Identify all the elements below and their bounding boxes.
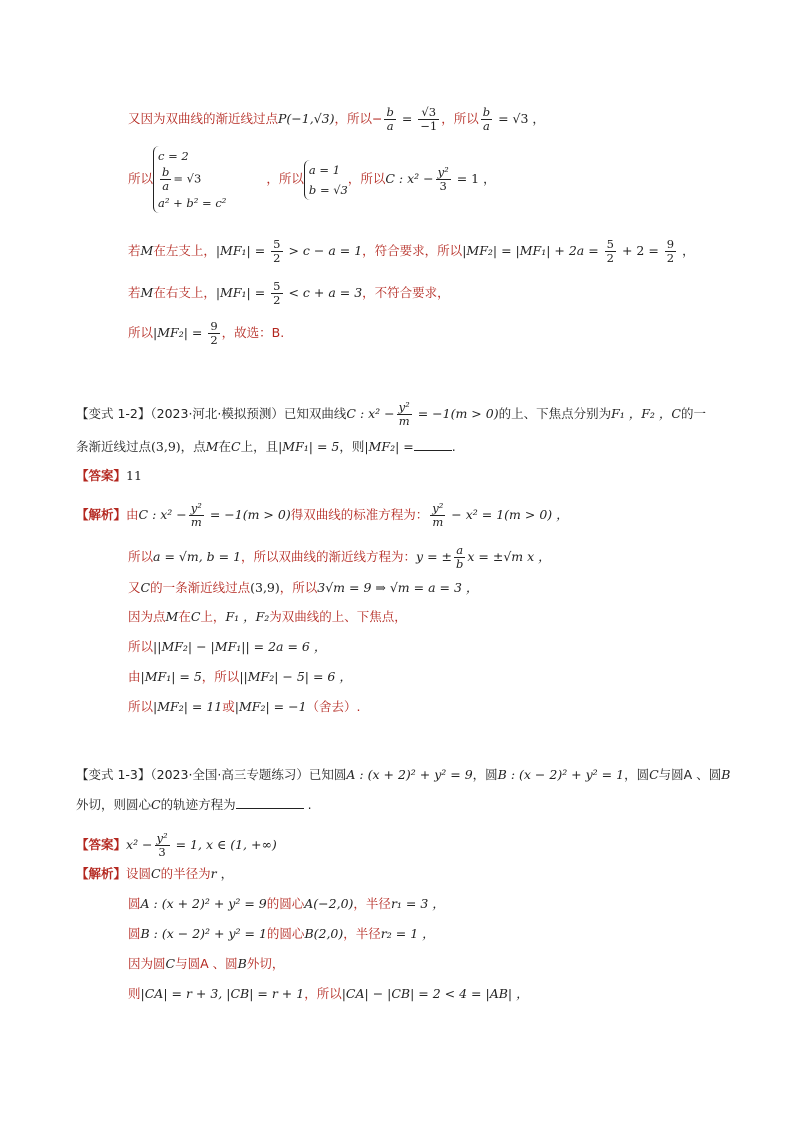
text-fragment: ，圆 xyxy=(624,767,650,782)
text-fragment: 因为点 xyxy=(128,609,166,624)
text-line xyxy=(128,544,551,571)
text-fragment: . xyxy=(303,797,312,812)
fraction xyxy=(208,320,219,347)
math: = √3 ， xyxy=(494,111,545,126)
fraction xyxy=(271,238,282,265)
text-fragment: = 1, x ∈ (1, +∞) xyxy=(171,837,277,852)
text-fragment: 上，且 xyxy=(240,439,279,454)
text-fragment: ，半径 xyxy=(343,926,381,941)
text-fragment: x² − xyxy=(126,837,153,852)
text-fragment: 在 xyxy=(218,439,231,454)
text-fragment: 9 xyxy=(210,319,218,333)
text-fragment: 的上、下焦点分别为 xyxy=(498,406,612,421)
text: ，所以 xyxy=(441,111,479,126)
text-fragment: 圆 xyxy=(128,926,141,941)
text-fragment: a² + b² = c² xyxy=(158,196,227,210)
text-fragment: 因为圆 xyxy=(128,956,166,971)
text-fragment: ， xyxy=(678,243,695,258)
text: 所以 xyxy=(128,171,154,186)
text-fragment: ，所以 xyxy=(201,669,240,684)
text-fragment: 圆 xyxy=(128,896,141,911)
text-fragment: 的一 xyxy=(681,406,707,421)
text-fragment: M xyxy=(140,285,154,300)
text: ，所以 xyxy=(347,171,386,186)
text-fragment: = −1(m > 0) xyxy=(205,507,291,522)
text-fragment: |CA| − |CB| = 2 < 4 = |AB| ， xyxy=(341,986,529,1001)
text-fragment: 所以 xyxy=(128,549,154,564)
text-line xyxy=(128,580,478,596)
text-line xyxy=(76,866,233,882)
text-fragment: 设圆 xyxy=(126,866,152,881)
text-fragment: 或 xyxy=(222,699,235,714)
text-fragment: ，符合要求，所以 xyxy=(362,243,463,258)
text-fragment: y² xyxy=(156,831,168,845)
text-fragment: |MF₁| = 5 xyxy=(278,439,340,454)
fraction xyxy=(160,166,171,193)
text-fragment: 的轨迹方程为 xyxy=(160,797,236,812)
fraction xyxy=(665,238,676,265)
text-fragment: 与圆A 、圆 xyxy=(175,956,238,971)
text-fragment: 2 xyxy=(273,293,281,307)
answer-tag: 【答案】 xyxy=(76,468,127,483)
text-fragment: m xyxy=(398,414,410,428)
text-fragment: |MF₂| = xyxy=(153,325,207,340)
text: 又因为双曲线的渐近线过点 xyxy=(128,111,279,126)
problem-statement xyxy=(76,438,456,455)
text-fragment: m xyxy=(190,515,202,529)
text-fragment: ，圆 xyxy=(472,767,498,782)
text-line xyxy=(128,699,361,715)
text-fragment: 为双曲线的上、下焦点， xyxy=(269,609,407,624)
text-fragment: a xyxy=(454,544,465,558)
text-fragment: c = 2 xyxy=(158,149,189,163)
text-fragment: 上， xyxy=(200,609,226,624)
text-fragment: ，半径 xyxy=(353,896,391,911)
text-fragment: B : (x − 2)² + y² = 1 xyxy=(497,767,625,782)
text-fragment: 5 xyxy=(273,279,281,293)
text-fragment: a xyxy=(483,119,490,133)
text-fragment: . xyxy=(451,439,456,454)
text-fragment: 3 xyxy=(158,845,166,859)
text-fragment: |MF₂| = 11 xyxy=(153,699,223,714)
text-fragment: b xyxy=(386,105,394,119)
text-fragment: 9 xyxy=(666,237,675,251)
text-fragment: ，所以 xyxy=(279,580,318,595)
text-fragment: 的圆心 xyxy=(266,926,305,941)
text-fragment: |MF₂| = |MF₁| + 2a = xyxy=(462,243,603,258)
text: ，所以− xyxy=(334,111,383,126)
text-fragment: C xyxy=(151,866,161,881)
text-fragment: C xyxy=(140,580,151,595)
text-fragment: 若 xyxy=(128,243,141,258)
text-fragment xyxy=(158,166,226,193)
text-fragment: a = √m, b = 1 xyxy=(153,549,242,564)
text-fragment: 【变式 1-2】 xyxy=(76,406,151,421)
text-line xyxy=(76,502,569,529)
text-fragment: C xyxy=(151,797,161,812)
text-fragment: b xyxy=(482,105,491,119)
text-fragment: (3,9) xyxy=(151,439,181,454)
text-line xyxy=(128,280,450,307)
text-fragment: 外切，则圆心 xyxy=(76,797,152,812)
text-fragment: m xyxy=(432,515,444,529)
text-fragment: （舍去）. xyxy=(306,699,361,714)
text-fragment: −1 xyxy=(420,119,438,133)
equation-system xyxy=(153,146,226,213)
text-fragment: y² xyxy=(398,400,410,414)
text-fragment: b xyxy=(162,165,170,179)
text-fragment: ，则 xyxy=(339,439,365,454)
text-fragment: 2 xyxy=(273,251,281,265)
text-fragment: A : (x + 2)² + y² = 9 xyxy=(140,896,267,911)
text-fragment: + 2 = xyxy=(618,243,663,258)
fraction xyxy=(155,832,170,859)
answer-line xyxy=(76,468,142,484)
fraction xyxy=(418,106,439,133)
answer-blank xyxy=(414,438,452,451)
text-fragment: x = ±√m x ， xyxy=(467,549,551,564)
problem-statement xyxy=(76,401,706,428)
text-fragment: 的一条渐近线过点 xyxy=(150,580,251,595)
text-fragment: a = 1 xyxy=(308,162,341,177)
fraction xyxy=(454,544,465,571)
text-fragment: 又 xyxy=(128,580,141,595)
text-fragment: M xyxy=(205,439,219,454)
text-fragment: ， xyxy=(216,866,234,881)
text-fragment: ，所以双曲线的渐近线方程为： xyxy=(241,549,417,564)
text-fragment: ，所以 xyxy=(304,986,342,1001)
text-fragment: 所以 xyxy=(128,699,154,714)
text-fragment: y² xyxy=(190,501,202,515)
text-fragment: M xyxy=(165,609,179,624)
text-fragment: 的半径为 xyxy=(160,866,211,881)
text-fragment: 由 xyxy=(126,507,139,522)
fraction xyxy=(430,502,445,529)
text-fragment: ，故选：B. xyxy=(221,325,285,340)
text-fragment: 在 xyxy=(178,609,191,624)
text-fragment: A : (x + 2)² + y² = 9 xyxy=(346,767,473,782)
fraction xyxy=(481,106,492,133)
text-fragment: 3√m = 9 ⇒ √m = a = 3 ， xyxy=(317,580,479,595)
answer-value: 11 xyxy=(126,468,142,483)
text-fragment: − x² = 1(m > 0) ， xyxy=(447,507,569,522)
text-fragment: ，不符合要求， xyxy=(362,285,450,300)
text-fragment: |CA| = r + 3, |CB| = r + 1 xyxy=(140,986,305,1001)
text-fragment: 在左支上， xyxy=(153,243,216,258)
text-fragment: 3 xyxy=(439,179,447,193)
text-fragment: B(2,0) xyxy=(304,926,344,941)
text-fragment: B xyxy=(721,767,731,782)
text-line xyxy=(128,146,496,212)
text-fragment: a xyxy=(162,179,170,193)
text-line xyxy=(128,896,445,912)
answer-blank xyxy=(236,796,304,809)
text-fragment: |MF₂| = xyxy=(364,439,414,454)
text-fragment: C xyxy=(165,956,176,971)
text-fragment: a xyxy=(386,119,394,133)
text-fragment: ||MF₂| − 5| = 6 ， xyxy=(239,669,352,684)
text-fragment: 在右支上， xyxy=(153,285,216,300)
problem-statement xyxy=(76,796,312,813)
text: ，所以 xyxy=(266,171,304,186)
text-fragment: A(−2,0) xyxy=(304,896,354,911)
text-fragment: b = √3 xyxy=(308,182,348,197)
math: = xyxy=(397,111,417,126)
text-fragment: 得双曲线的标准方程为： xyxy=(290,507,429,522)
text-fragment: y = ± xyxy=(416,549,453,564)
fraction xyxy=(384,106,395,133)
math: C : x² − xyxy=(385,171,434,186)
math: P(−1,√3) xyxy=(278,111,335,126)
text-fragment: F₁ ，F₂ xyxy=(225,609,270,624)
text-line xyxy=(128,238,695,265)
text-fragment: 则 xyxy=(128,986,141,1001)
fraction xyxy=(605,238,616,265)
fraction xyxy=(436,166,451,193)
text-line xyxy=(128,926,435,942)
text-fragment: 2 xyxy=(210,333,218,347)
text-fragment: 2 xyxy=(666,251,675,265)
text-fragment: √3 xyxy=(418,106,439,120)
text-fragment: |MF₁| = 5 xyxy=(140,669,202,684)
text-fragment: 所以 xyxy=(128,639,154,654)
text-fragment: C xyxy=(649,767,659,782)
text-line xyxy=(128,986,529,1002)
text-line xyxy=(128,669,352,685)
equation-system xyxy=(304,160,348,200)
text-fragment: （2023·河北·模拟预测）已知双曲线 xyxy=(150,406,347,421)
text-line xyxy=(128,609,407,625)
text-fragment: 若 xyxy=(128,285,141,300)
text-fragment: C xyxy=(190,609,201,624)
text-fragment: 由 xyxy=(128,669,141,684)
fraction xyxy=(271,280,282,307)
text-line xyxy=(128,956,284,972)
text-fragment: |MF₁| = xyxy=(215,285,270,300)
text-fragment: B xyxy=(237,956,247,971)
text-fragment: y² xyxy=(432,501,444,515)
fraction xyxy=(189,502,204,529)
text-fragment: 外切， xyxy=(246,956,285,971)
text-fragment: 所以 xyxy=(128,325,154,340)
answer-tag: 【答案】 xyxy=(76,837,127,852)
text-fragment: 5 xyxy=(273,237,281,251)
text-fragment: ||MF₂| − |MF₁|| = 2a = 6 ， xyxy=(153,639,327,654)
text-fragment: r₁ = 3 ， xyxy=(390,896,445,911)
text-fragment: < c + a = 3 xyxy=(284,285,363,300)
text-line xyxy=(128,639,326,655)
text-fragment: |MF₂| = −1 xyxy=(234,699,307,714)
text-fragment: M xyxy=(140,243,154,258)
text-fragment: 条渐近线过点 xyxy=(76,439,152,454)
text-line xyxy=(128,320,284,347)
text-fragment: （2023·全国·高三专题练习）已知圆 xyxy=(150,767,347,782)
text-fragment: 与圆A 、圆 xyxy=(658,767,722,782)
text-fragment: y² xyxy=(437,165,449,179)
text-fragment: ，点 xyxy=(180,439,206,454)
text-fragment: C xyxy=(671,406,681,421)
text-fragment: C xyxy=(231,439,241,454)
text-fragment: C : x² − xyxy=(346,406,395,421)
text-fragment: 2 xyxy=(606,251,614,265)
text-fragment: b xyxy=(456,557,464,571)
text-fragment: |MF₁| = xyxy=(215,243,270,258)
text-fragment: 的圆心 xyxy=(266,896,305,911)
text-fragment: > c − a = 1 xyxy=(284,243,363,258)
explanation-tag: 【解析】 xyxy=(76,866,127,881)
text-fragment: = −1(m > 0) xyxy=(413,406,499,421)
answer-line xyxy=(76,832,277,859)
text-line xyxy=(128,106,545,133)
text-fragment: (3,9) xyxy=(250,580,280,595)
text-fragment: = √3 xyxy=(173,171,202,186)
text-fragment: 5 xyxy=(606,237,614,251)
fraction xyxy=(397,401,412,428)
problem-statement xyxy=(76,767,730,783)
explanation-tag: 【解析】 xyxy=(76,507,127,522)
text-fragment: 【变式 1-3】 xyxy=(76,767,151,782)
text-fragment: B : (x − 2)² + y² = 1 xyxy=(140,926,267,941)
math: = 1 ， xyxy=(452,171,496,186)
text-fragment: r xyxy=(210,866,217,881)
text-fragment: C : x² − xyxy=(138,507,187,522)
text-fragment: F₁ ，F₂ ， xyxy=(611,406,672,421)
text-fragment: r₂ = 1 ， xyxy=(380,926,435,941)
